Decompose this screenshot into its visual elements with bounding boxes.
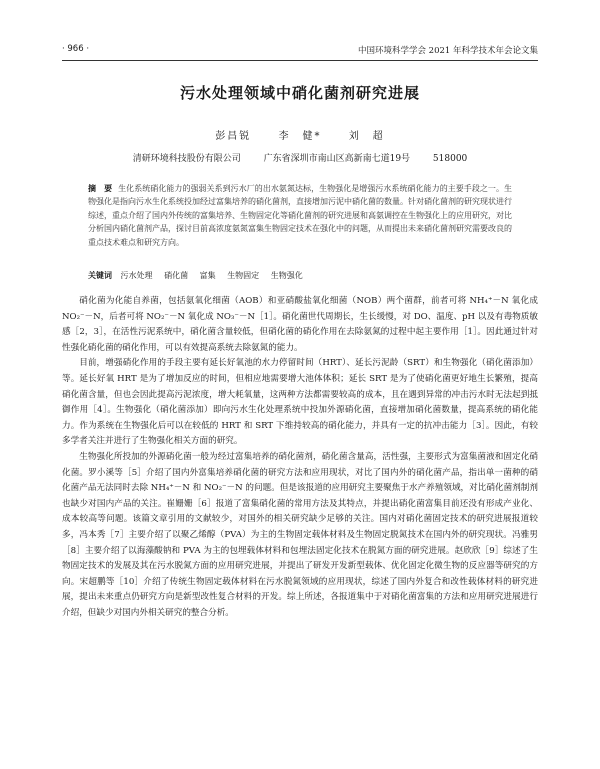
affiliation-address: 广东省深圳市南山区高新南七道19号 [263,154,411,164]
running-header [62,44,538,58]
keywords-label: 关键词 [88,271,112,280]
body-text [62,294,538,621]
keywords [88,270,512,281]
abstract-text: 生化系统硝化能力的强弱关系到污水厂的出水氨氮达标，生物强化是增强污水系统硝化能力的主要手段之一。生物强化是指向污水生化系统投加经过富集培养的硝化菌剂，直接增加污泥中硝化菌的数量。针对硝化菌剂的研究现状进行综述，重点介绍了国内外传统的富集培养、生物固定化等硝化菌剂的研究进展和高氨调控在生物强化上的应用研究，对比分析国内硝化菌剂产品，探讨目前高浓度氨氮富集生物固定技术在强化中的问题，从而提出未来硝化菌剂研究需要改良的重点技术难点和研究方向。 [88,184,513,247]
body-paragraph: 生物强化所投加的外源硝化菌一般为经过富集培养的硝化菌剂，硝化菌含量高，活性强，主要形式为富集菌液和固定化硝化菌。罗小溪等［5］介绍了国内外富集培养硝化菌的研究方法和应用现状，对比了国内外的硝化菌产品，指出单一菌种的硝化菌产品无法同时去除 NH₄⁺－N 和 NO₂⁻－N 的问题。但是该报道的应用研究主要聚焦于水产养殖领域，对比硝化菌剂制剂也缺少对国内产品的关注。崔姗姗［6］报道了富集硝化菌的常用方法及其特点，并提出硝化菌富集目前还没有形成产业化、成本较高等问题。该篇文章引用的文献较少，对国外的相关研究缺少足够的关注。国内对硝化菌固定技术的研究进展报道较多，冯本秀［7］主要介绍了以聚乙烯醇（PVA）为主的生物固定载体材料及生物固定脱氮技术在国内外的研究现状。冯雅男［8］主要介绍了以海藻酸钠和 PVA 为主的包埋载体材料和包埋法固定化技术在脱氮方面的研究进展。赵欣欣［9］综述了生物固定技术的发展及其在污水脱氮方面的应用研究进展，并提出了研发开发新型载体、优化固定化微生物的反应器等研究的方向。宋超鹏等［10］介绍了传统生物固定载体材料在污水脱氮领域的应用现状，综述了国内外复合和改性载体材料的研究进展，提出未来重点仍研究方向是新型改性复合材料的开发。综上所述，各报道集中于对硝化菌富集的方法和应用研究进展进行介绍，但缺少对国内外相关研究的整合分析。 [62,451,538,618]
page-number: · 966 · [62,44,90,54]
paper-title: 污水处理领域中硝化菌剂研究进展 [179,84,420,102]
body-paragraph: 硝化菌为化能自养菌，包括氨氧化细菌（AOB）和亚硝酸盐氧化细菌（NOB）两个菌群，前者可将 NH₄⁺－N 氧化成 NO₂⁻－N，后者可将 NO₂⁻－N 氧化成 NO₃⁻－N［1］。硝化菌世代周期长，生长缓慢，对 DO、温度、pH 以及有毒物质敏感［2，3］，在活性污泥系统中，硝化菌含量较低，但硝化菌的硝化作用在去除氨氮的过程中起主要作用［1］。因此通过针对性强化硝化菌的硝化作用，可以有效提高系统去除氨氮的能力。 [62,296,538,353]
body-paragraph: 目前，增强硝化作用的手段主要有延长好氧池的水力停留时间（HRT）、延长污泥龄（SRT）和生物强化（硝化菌添加）等。延长好氧 HRT 是为了增加反应的时间，但相应地需要增大池体体积；延长 SRT 是为了使硝化菌更好地生长繁殖，提高硝化菌含量，但也会因此提高污泥浓度，增大耗氧量，这两种方法都需要较高的成本，且在遇到异常的冲击污水时无法起到抵御作用［4］。生物强化（硝化菌添加）即向污水生化处理系统中投加外源硝化菌，直接增加硝化菌数量，提高系统的硝化能力。作为系统在生物强化后可以在较低的 HRT 和 SRT 下维持较高的硝化能力，并具有一定的抗冲击能力［3］。因此，有较多学者关注并进行了生物强化相关方面的研究。 [62,358,538,447]
author: 李 健* [278,131,322,142]
affiliation [0,151,600,164]
author: 彭昌锐 [215,131,252,142]
header-divider [62,60,538,61]
affiliation-org: 清研环境科技股份有限公司 [132,154,241,164]
author: 刘 超 [348,131,385,142]
affiliation-postcode: 518000 [432,154,468,164]
keyword: 生物强化 [270,271,303,280]
keyword: 生物固定 [227,271,260,280]
keyword: 污水处理 [120,271,153,280]
keyword: 富集 [199,271,216,280]
keyword: 硝化菌 [164,271,189,280]
abstract [88,182,512,249]
journal-name: 中国环境科学学会 2021 年科学技术年会论文集 [357,46,538,56]
abstract-label: 摘 要 [88,184,113,193]
author-list [0,127,600,142]
